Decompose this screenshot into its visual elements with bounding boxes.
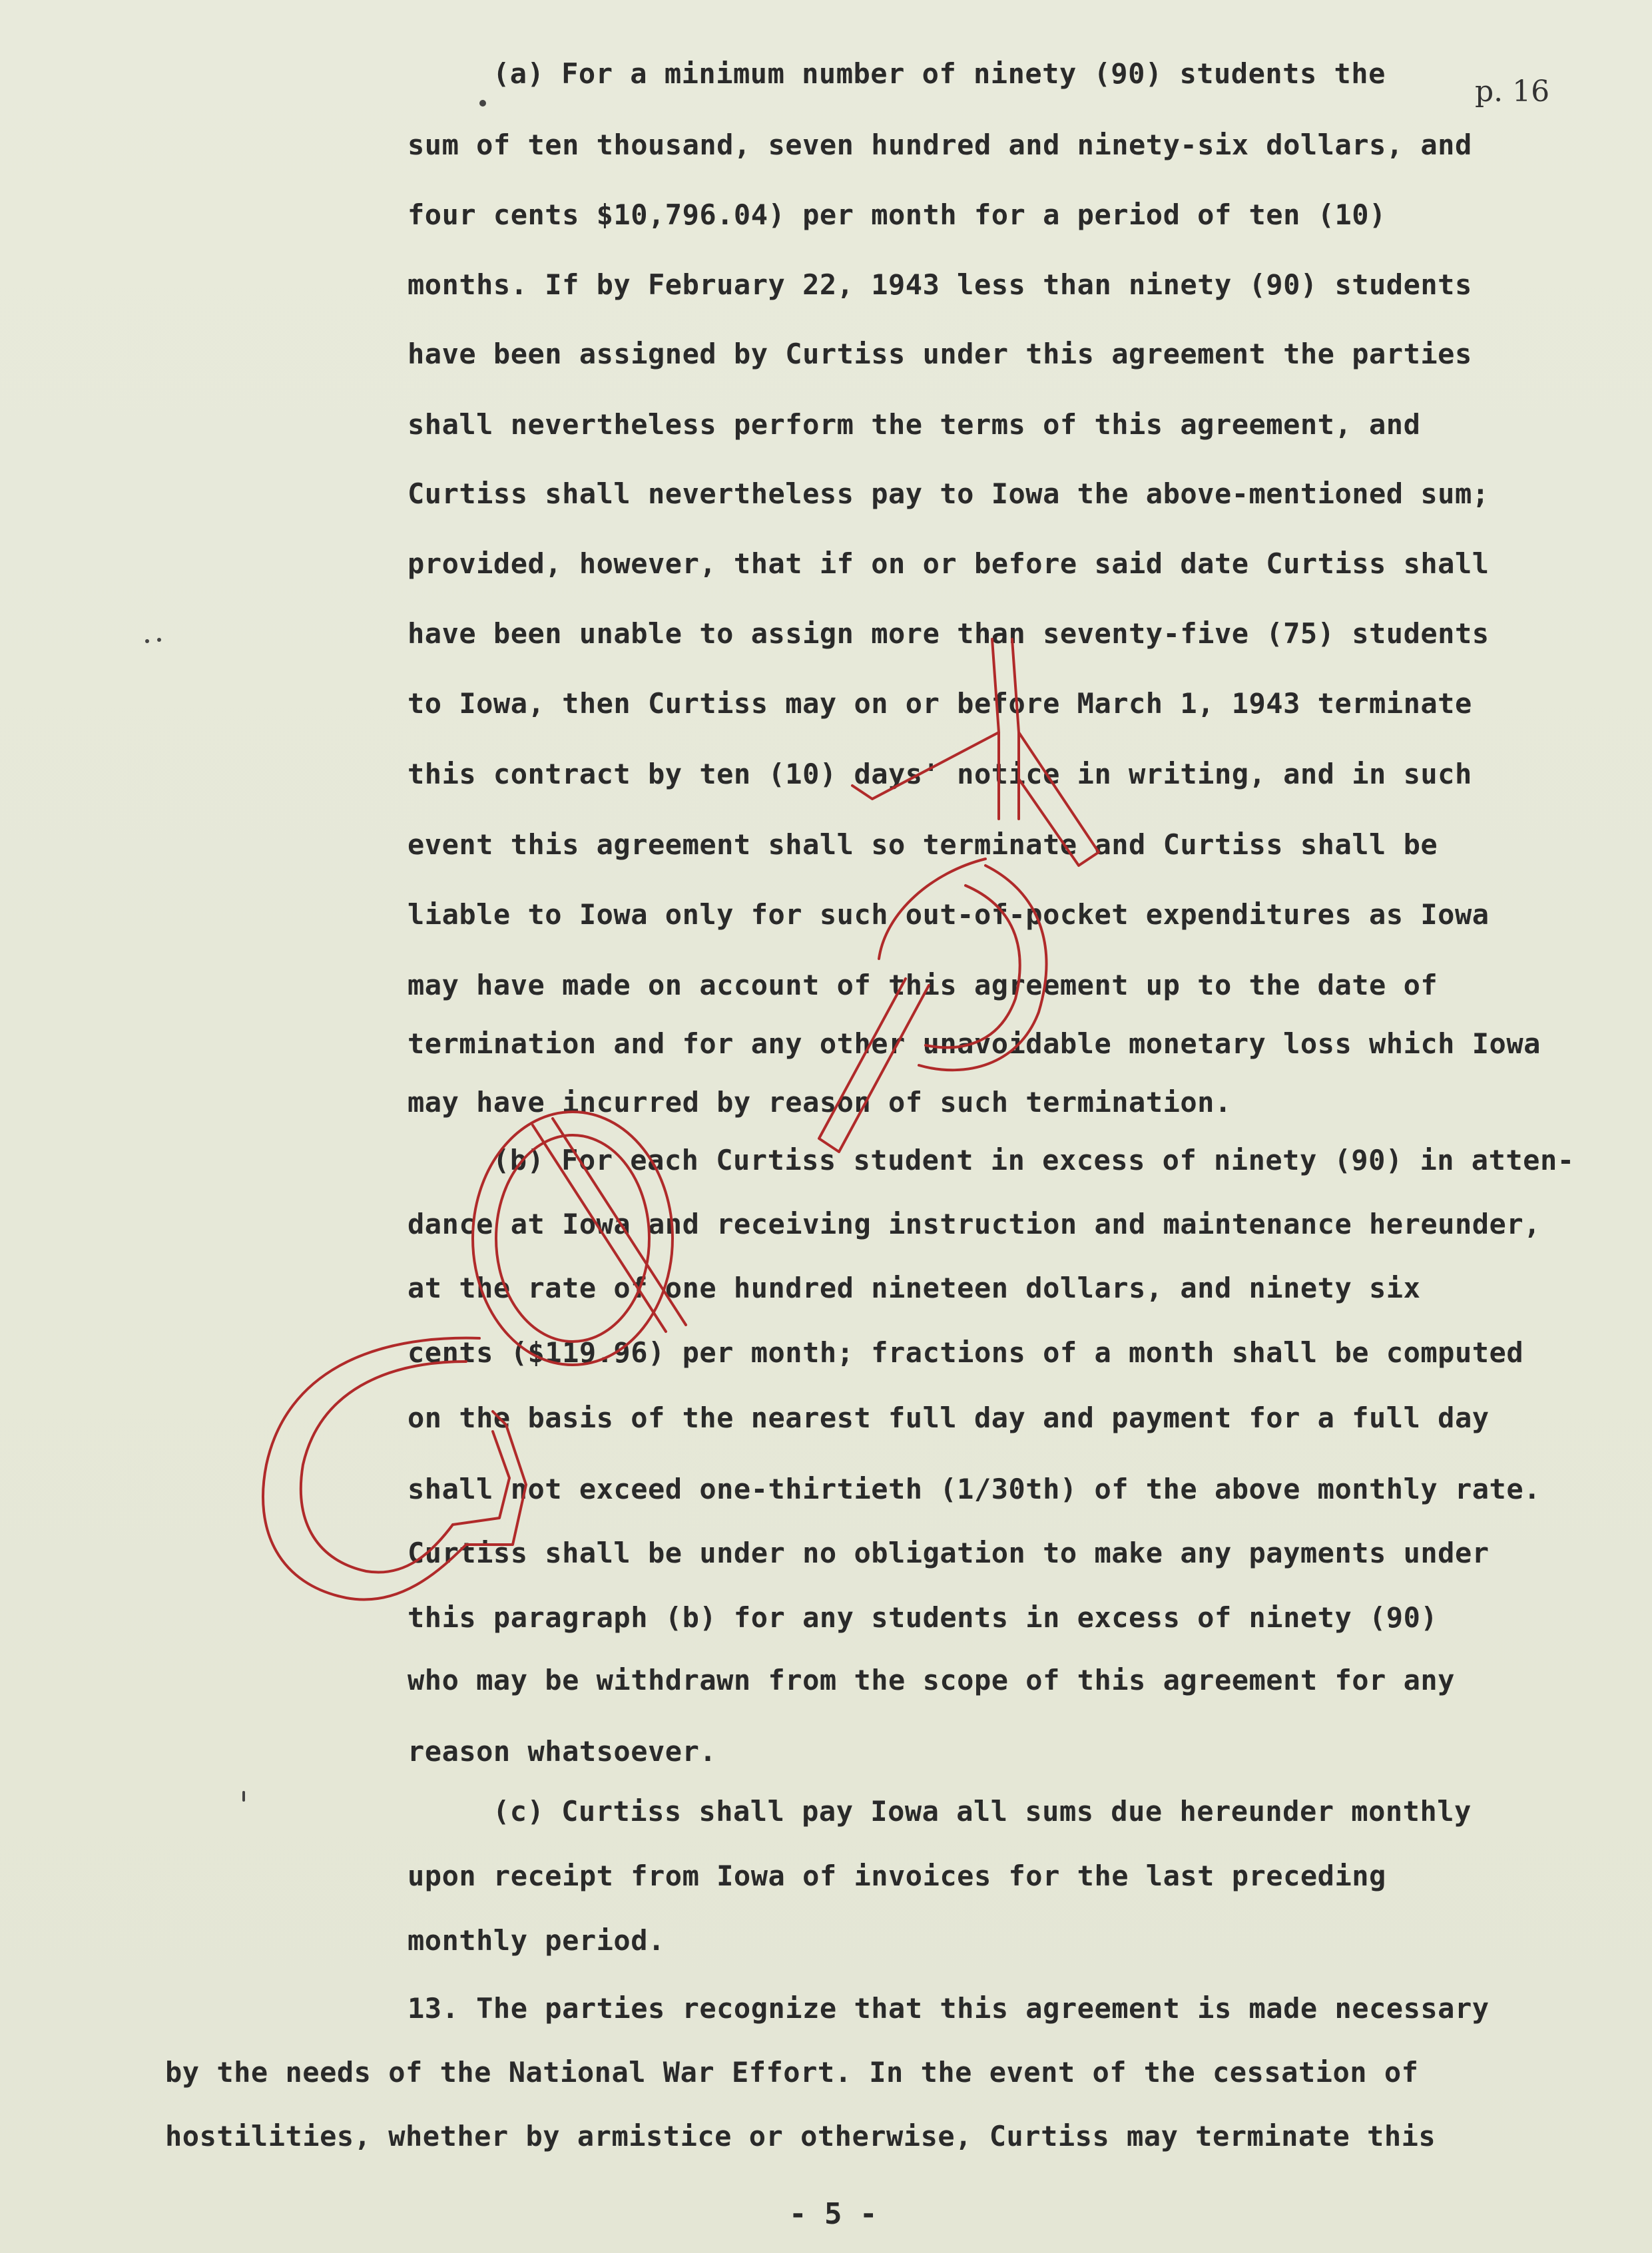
text-line: (a) For a minimum number of ninety (90) students the	[493, 57, 1386, 90]
text-line: dance at Iowa and receiving instruction and maintenance hereunder,	[408, 1208, 1541, 1240]
text-line: termination and for any other unavoidable monetary loss which Iowa	[408, 1027, 1541, 1060]
text-line: who may be withdrawn from the scope of this agreement for any	[408, 1664, 1455, 1696]
margin-speck	[145, 639, 149, 643]
text-line: upon receipt from Iowa of invoices for the last preceding	[408, 1860, 1386, 1892]
text-line: liable to Iowa only for such out-of-pocket expenditures as Iowa	[408, 898, 1490, 931]
text-line: have been assigned by Curtiss under this agreement the parties	[408, 338, 1472, 370]
text-line: sum of ten thousand, seven hundred and ninety-six dollars, and	[408, 128, 1472, 161]
text-line: event this agreement shall so terminate and Curtiss shall be	[408, 828, 1438, 861]
text-line: 13. The parties recognize that this agreement is made necessary	[408, 1992, 1490, 2025]
text-line: shall nevertheless perform the terms of this agreement, and	[408, 408, 1421, 441]
text-line: cents ($119.96) per month; fractions of a month shall be computed	[408, 1336, 1524, 1369]
text-line: four cents $10,796.04) per month for a period of ten (10)	[408, 198, 1386, 231]
text-line: this contract by ten (10) days' notice in writing, and in such	[408, 758, 1472, 790]
text-line: (c) Curtiss shall pay Iowa all sums due hereunder monthly	[493, 1795, 1472, 1828]
page-footer: - 5 -	[789, 2197, 878, 2231]
text-line: reason whatsoever.	[408, 1735, 717, 1768]
page-number: p. 16	[1475, 75, 1550, 109]
text-line: provided, however, that if on or before said date Curtiss shall	[408, 547, 1490, 580]
text-line: months. If by February 22, 1943 less than ninety (90) students	[408, 268, 1472, 301]
text-line: at the rate of one hundred nineteen dollars, and ninety six	[408, 1272, 1421, 1304]
text-line: monthly period.	[408, 1924, 665, 1957]
text-line: this paragraph (b) for any students in excess of ninety (90)	[408, 1601, 1438, 1634]
text-line: may have incurred by reason of such termination.	[408, 1086, 1232, 1119]
text-line: hostilities, whether by armistice or otherwise, Curtiss may terminate this	[165, 2120, 1436, 2152]
margin-speck	[157, 638, 161, 642]
text-line: shall not exceed one-thirtieth (1/30th) of the above monthly rate.	[408, 1473, 1541, 1505]
text-line: on the basis of the nearest full day and payment for a full day	[408, 1401, 1490, 1434]
text-line: by the needs of the National War Effort. In the event of the cessation of	[165, 2056, 1419, 2089]
text-line: Curtiss shall be under no obligation to make any payments under	[408, 1537, 1490, 1569]
text-line: may have made on account of this agreement up to the date of	[408, 969, 1438, 1001]
margin-speck	[242, 1791, 245, 1802]
margin-speck	[479, 100, 486, 107]
text-line: have been unable to assign more than seventy-five (75) students	[408, 617, 1490, 650]
text-line: to Iowa, then Curtiss may on or before March 1, 1943 terminate	[408, 687, 1472, 720]
text-line: Curtiss shall nevertheless pay to Iowa the above-mentioned sum;	[408, 477, 1490, 510]
text-line: (b) For each Curtiss student in excess of ninety (90) in atten-	[493, 1144, 1575, 1176]
